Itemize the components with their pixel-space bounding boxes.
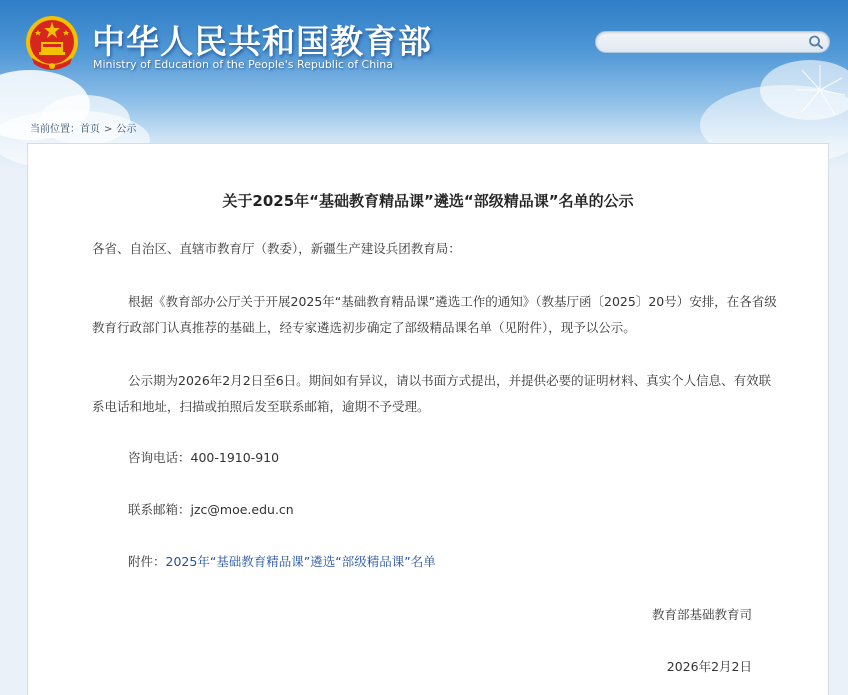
email-label: 联系邮箱： <box>128 502 191 517</box>
publish-date: 2026年2月2日 <box>666 659 752 674</box>
article-salutation: 各省、自治区、直辖市教育厅（教委），新疆生产建设兵团教育局： <box>92 241 461 256</box>
email-address: jzc@moe.edu.cn <box>190 502 294 517</box>
search-input[interactable] <box>606 33 796 51</box>
breadcrumb-notice-link[interactable]: 公示 <box>116 124 137 135</box>
dandelion-icon <box>790 60 848 120</box>
national-emblem-icon <box>24 14 80 74</box>
attachment-label: 附件： <box>128 554 166 569</box>
phone-number: 400-1910-910 <box>190 450 280 465</box>
breadcrumb-label: 当前位置： <box>30 124 80 135</box>
article-title: 关于2025年“基础教育精品课”遴选“部级精品课”名单的公示 <box>222 192 634 210</box>
breadcrumb-separator: > <box>104 124 113 135</box>
attachment-link[interactable]: 2025年“基础教育精品课”遴选“部级精品课”名单 <box>165 554 436 569</box>
contact-email <box>92 497 782 523</box>
breadcrumb <box>30 120 136 135</box>
attachment-line <box>92 549 782 575</box>
signature: 教育部基础教育司 <box>651 607 752 622</box>
phone-label: 咨询电话： <box>128 450 191 465</box>
contact-phone <box>92 445 782 471</box>
breadcrumb-home-link[interactable]: 首页 <box>80 124 100 135</box>
article-paragraph-2: 公示期为2026年2月2日至6日。期间如有异议，请以书面方式提出，并提供必要的证明材料、真实个人信息、有效联系电话和地址，扫描或拍照后发至联系邮箱，逾期不予受理。 <box>92 373 772 414</box>
site-subtitle: Ministry of Education of the People's Republic of China <box>93 58 393 71</box>
site-title: 中华人民共和国教育部 <box>92 22 432 61</box>
search-box <box>595 31 830 53</box>
article-container <box>27 143 829 695</box>
search-icon[interactable] <box>807 34 825 50</box>
article-paragraph-1: 根据《教育部办公厅关于开展2025年“基础教育精品课”遴选工作的通知》（教基厅函〔2025〕20号）安排，在各省级教育行政部门认真推荐的基础上，经专家遴选初步确定了部级精品课名单（见附件），现予以公示。 <box>92 294 777 335</box>
